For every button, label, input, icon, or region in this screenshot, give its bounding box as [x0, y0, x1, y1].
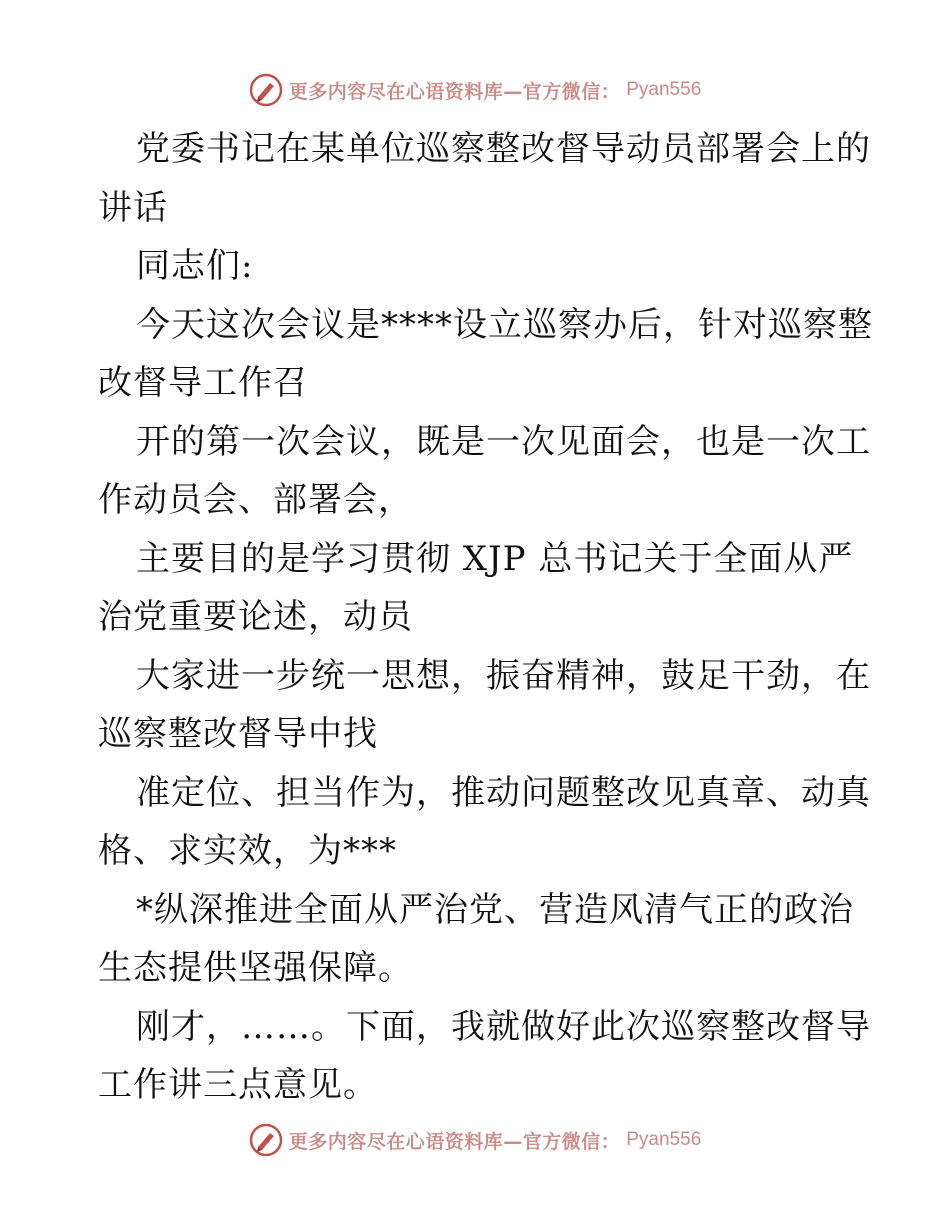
text-line: 治党重要论述，动员 — [98, 597, 413, 637]
footer-watermark — [0, 1120, 950, 1160]
watermark-text: 更多内容尽在心语资料库—官方微信： — [288, 80, 621, 103]
text-line: 开的第一次会议，既是一次见面会，也是一次工 — [136, 421, 871, 462]
text-line: 工作讲三点意见。 — [98, 1065, 378, 1105]
text-line: 生态提供坚强保障。 — [98, 948, 413, 988]
text-line: 准定位、担当作为，推动问题整改见真章、动真 — [136, 772, 871, 813]
watermark-text: 更多内容尽在心语资料库—官方微信： — [288, 1130, 621, 1153]
text-line: *纵深推进全面从严治党、营造风清气正的政治 — [136, 889, 854, 930]
text-line: 作动员会、部署会， — [98, 480, 413, 520]
text-line: 刚才，……。下面，我就做好此次巡察整改督导 — [136, 1006, 871, 1047]
text-line: 大家进一步统一思想，振奋精神，鼓足干劲，在 — [136, 655, 871, 696]
text-line: 同志们: — [136, 246, 254, 286]
document-body — [98, 120, 873, 1115]
text-line: 今天这次会议是****设立巡察办后，针对巡察整 — [136, 304, 873, 345]
text-line: 党委书记在某单位巡察整改督导动员部署会上的 — [136, 129, 871, 169]
pen-logo-icon — [249, 1123, 283, 1157]
pen-logo-icon — [249, 73, 283, 107]
text-line: 格、求实效，为*** — [98, 831, 397, 871]
text-line: 主要目的是学习贯彻 XJP 总书记关于全面从严 — [136, 538, 854, 579]
header-watermark — [0, 70, 950, 110]
text-line: 改督导工作召 — [98, 363, 308, 403]
watermark-id: Pyan556 — [626, 79, 702, 100]
watermark-id: Pyan556 — [626, 1129, 702, 1150]
text-line: 讲话 — [98, 187, 168, 228]
text-line: 巡察整改督导中找 — [98, 714, 378, 754]
